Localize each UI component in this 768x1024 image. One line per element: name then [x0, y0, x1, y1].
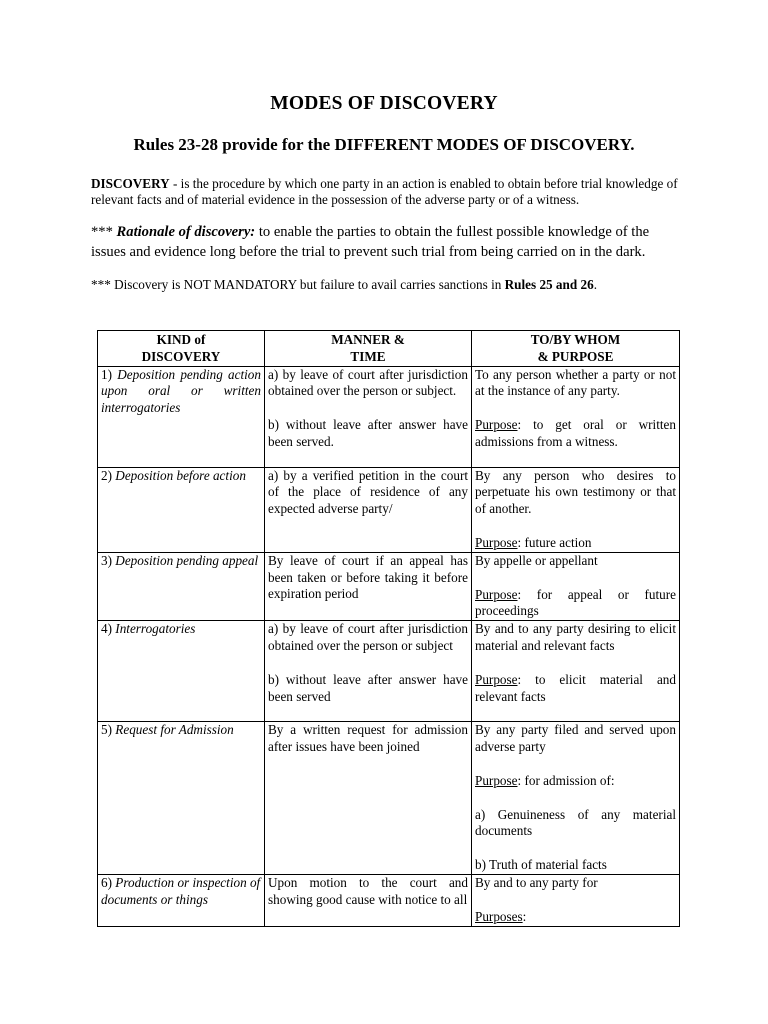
- row-number: 1): [101, 366, 118, 382]
- whom-cell: [472, 366, 680, 467]
- definition-text: - is the procedure by which one party in an action is enabled to obtain before trial knowledge of relevant facts and of material evidence in the possession of the adverse party or of a witness.: [91, 176, 678, 207]
- whom-cell: [472, 552, 680, 620]
- manner-text-a: a) by leave of court after jurisdiction obtained over the person or subject.: [268, 366, 468, 399]
- rationale-label: Rationale of discovery:: [116, 224, 256, 240]
- purpose-text: :: [522, 908, 527, 924]
- purpose-label: Purpose: [475, 772, 518, 788]
- purpose-label: Purpose: [475, 417, 518, 433]
- header-whom: [472, 331, 680, 367]
- purpose-text: : future action: [517, 534, 592, 550]
- note-paragraph: [91, 277, 681, 293]
- kind-cell: [98, 366, 265, 467]
- header-kind-line1: KIND of: [156, 332, 206, 347]
- header-whom-line1: TO/BY WHOM: [530, 332, 621, 347]
- row-number: 2): [101, 467, 116, 483]
- manner-text-b: b) without leave after answer have been served.: [268, 417, 468, 449]
- kind-cell: [98, 874, 265, 926]
- kind-cell: [98, 552, 265, 620]
- kind-text: Interrogatories: [115, 621, 196, 637]
- whom-text: To any person whether a party or not at the instance of any party.: [475, 366, 676, 399]
- manner-cell: [265, 552, 472, 620]
- rationale-paragraph: [91, 222, 681, 262]
- kind-text: Deposition before action: [115, 467, 246, 483]
- purpose-label: Purpose: [475, 586, 518, 602]
- admission-item-a: a) Genuineness of any material documents: [475, 806, 676, 839]
- purpose-text: : for admission of:: [517, 772, 615, 788]
- definition-paragraph: [91, 176, 681, 208]
- rationale-text: to enable the parties to obtain the fullest possible knowledge of the issues and evidence long before the trial to prevent such trial from being carried on in the dark.: [91, 224, 650, 260]
- whom-text: By and to any party desiring to elicit material and relevant facts: [475, 621, 676, 653]
- table-header-row: [98, 331, 680, 367]
- manner-cell: [265, 467, 472, 552]
- purpose-text: : for appeal or future proceedings: [475, 586, 676, 619]
- row-number: 3): [101, 552, 116, 568]
- kind-text: Deposition pending action upon oral or written interrogatories: [101, 366, 261, 416]
- header-manner-line1: MANNER &: [331, 332, 405, 347]
- whom-text: By any party filed and served upon adverse party: [475, 722, 676, 754]
- note-stars: ***: [91, 277, 115, 292]
- admission-item-b: b) Truth of material facts: [475, 857, 607, 873]
- header-manner: [265, 331, 472, 367]
- table-row: [98, 467, 680, 552]
- row-number: 5): [101, 722, 116, 738]
- header-kind: [98, 331, 265, 367]
- header-manner-line2: TIME: [350, 348, 386, 364]
- note-text: Discovery is NOT MANDATORY but failure to avail carries sanctions in: [114, 277, 505, 292]
- kind-cell: [98, 722, 265, 875]
- discovery-modes-table: [97, 330, 680, 927]
- manner-text-a: By a written request for admission after issues have been joined: [268, 722, 468, 754]
- row-number: 4): [101, 621, 116, 637]
- kind-text: Request for Admission: [115, 722, 234, 738]
- whom-cell: [472, 874, 680, 926]
- whom-cell: [472, 621, 680, 722]
- manner-text-a: a) by leave of court after jurisdiction obtained over the person or subject: [268, 621, 468, 653]
- note-end: .: [593, 277, 597, 292]
- kind-text: Deposition pending appeal: [115, 552, 259, 568]
- manner-cell: [265, 874, 472, 926]
- table-row: [98, 552, 680, 620]
- manner-cell: [265, 621, 472, 722]
- manner-cell: [265, 366, 472, 467]
- purposes-label: Purposes: [475, 908, 523, 924]
- table-row: [98, 366, 680, 467]
- rationale-stars: ***: [91, 224, 117, 240]
- kind-cell: [98, 467, 265, 552]
- note-rules: Rules 25 and 26: [504, 277, 594, 292]
- purpose-label: Purpose: [475, 534, 518, 550]
- header-whom-line2: & PURPOSE: [537, 348, 614, 364]
- table-row: [98, 621, 680, 722]
- row-number: 6): [101, 874, 116, 890]
- page-title: MODES OF DISCOVERY: [270, 93, 498, 114]
- manner-text-b: b) without leave after answer have been served: [268, 671, 468, 704]
- header-kind-line2: DISCOVERY: [141, 348, 221, 364]
- page-subtitle: Rules 23-28 provide for the DIFFERENT MODES OF DISCOVERY.: [133, 135, 635, 154]
- definition-term: DISCOVERY: [91, 176, 170, 191]
- manner-cell: [265, 722, 472, 875]
- manner-text-a: By leave of court if an appeal has been taken or before taking it before expiration period: [268, 552, 468, 602]
- whom-text: By and to any party for: [475, 874, 598, 890]
- table-row: [98, 722, 680, 875]
- whom-cell: [472, 722, 680, 875]
- kind-cell: [98, 621, 265, 722]
- kind-text: Production or inspection of documents or things: [101, 874, 261, 907]
- purpose-text: : to get oral or written admissions from a witness.: [475, 417, 676, 449]
- table-row: [98, 874, 680, 926]
- purpose-label: Purpose: [475, 671, 518, 687]
- whom-text: By appelle or appellant: [475, 552, 598, 568]
- manner-text-a: Upon motion to the court and showing good cause with notice to all: [268, 874, 468, 907]
- manner-text-a: a) by a verified petition in the court of the place of residence of any expected adverse party/: [268, 467, 468, 517]
- whom-text: By any person who desires to perpetuate his own testimony or that of another.: [475, 467, 676, 517]
- whom-cell: [472, 467, 680, 552]
- purpose-text: : to elicit material and relevant facts: [475, 671, 676, 704]
